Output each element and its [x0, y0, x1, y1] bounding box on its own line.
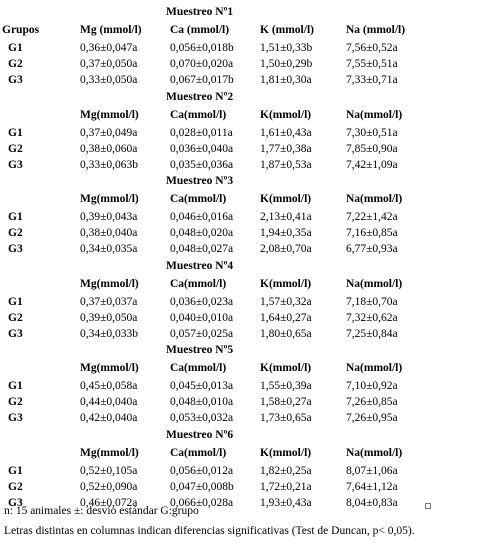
table-row: [0, 40, 484, 56]
header-ca: Ca(mmol/l): [170, 277, 227, 290]
small-square-mark: [425, 503, 431, 509]
header-mg: Mg(mmol/l): [80, 446, 139, 459]
value-mg: 0,36±0,047a: [80, 42, 138, 54]
header-k: K(mmol/l): [260, 193, 312, 205]
group-label: G1: [8, 295, 23, 308]
header-k: K(mmol/l): [260, 277, 312, 290]
header-k: K(mmol/l): [260, 446, 312, 459]
value-k: 1,57±0,32a: [260, 295, 312, 308]
group-label: G2: [8, 396, 23, 408]
table-row: [0, 378, 484, 394]
column-header-row: [0, 360, 484, 376]
value-ca: 0,070±0,020a: [170, 58, 234, 70]
value-k: 1,51±0,33b: [260, 42, 313, 54]
sampling-title: Muestreo Nº3: [166, 175, 234, 187]
value-ca: 0,053±0,032a: [170, 412, 234, 424]
value-ca: 0,045±0,013a: [170, 380, 234, 392]
value-k: 1,82±0,25a: [260, 464, 312, 477]
value-na: 7,18±0,70a: [346, 295, 398, 308]
value-na: 7,56±0,52a: [346, 42, 398, 54]
value-ca: 0,040±0,010a: [170, 311, 234, 324]
footnote: n: 15 animales ±: desvío estándar G:grupo: [4, 505, 199, 517]
column-header-row: [0, 445, 484, 461]
value-ca: 0,056±0,018b: [170, 42, 234, 54]
sampling-title: Muestreo Nº4: [166, 259, 234, 272]
value-ca: 0,066±0,028a: [170, 496, 234, 509]
value-mg: 0,33±0,063b: [80, 158, 139, 171]
value-mg: 0,37±0,049a: [80, 126, 138, 139]
group-label: G2: [8, 142, 23, 155]
header-na: Na(mmol/l): [346, 108, 403, 121]
value-k: 1,50±0,29b: [260, 58, 313, 70]
header-mg: Mg(mmol/l): [80, 108, 139, 121]
value-mg: 0,38±0,040a: [80, 227, 138, 239]
value-ca: 0,048±0,027a: [170, 243, 234, 255]
value-ca: 0,028±0,011a: [170, 126, 233, 139]
group-label: G1: [8, 464, 23, 477]
header-k: K(mmol/l): [260, 362, 312, 374]
column-header-row: [0, 191, 484, 207]
value-ca: 0,047±0,008b: [170, 480, 234, 493]
value-mg: 0,34±0,033b: [80, 327, 139, 340]
value-na: 8,07±1,06a: [346, 464, 398, 477]
value-k: 1,55±0,39a: [260, 380, 312, 392]
header-mg: Mg (mmol/l): [80, 24, 142, 36]
value-mg: 0,38±0,060a: [80, 142, 138, 155]
table-row: [0, 241, 484, 257]
value-mg: 0,42±0,040a: [80, 412, 138, 424]
table-row: [0, 410, 484, 426]
value-na: 6,77±0,93a: [346, 243, 398, 255]
value-ca: 0,036±0,040a: [170, 142, 234, 155]
header-k: K(mmol/l): [260, 108, 312, 121]
table-row: [0, 141, 484, 157]
table-row: [0, 72, 484, 88]
value-ca: 0,035±0,036a: [170, 158, 234, 171]
value-mg: 0,33±0,050a: [80, 74, 138, 86]
value-na: 7,10±0,92a: [346, 380, 398, 392]
value-k: 1,77±0,38a: [260, 142, 312, 155]
value-na: 7,85±0,90a: [346, 142, 398, 155]
group-label: G1: [8, 380, 23, 392]
value-na: 7,26±0,85a: [346, 396, 398, 408]
header-na: Na(mmol/l): [346, 277, 403, 290]
sampling-title: Muestreo Nº5: [166, 344, 234, 356]
group-label: G2: [8, 311, 23, 324]
column-header-row: [0, 22, 484, 38]
table-row: [0, 310, 484, 326]
header-na: Na(mmol/l): [346, 362, 403, 374]
group-label: G3: [8, 412, 23, 424]
table-row: [0, 125, 484, 141]
header-ca: Ca (mmol/l): [170, 24, 230, 36]
header-na: Na(mmol/l): [346, 193, 403, 205]
header-k: K (mmol/l): [260, 24, 314, 36]
group-label: G2: [8, 480, 23, 493]
value-ca: 0,048±0,010a: [170, 396, 234, 408]
value-na: 7,32±0,62a: [346, 311, 398, 324]
table-row: [0, 157, 484, 173]
group-label: G3: [8, 496, 23, 509]
sampling-title: Muestreo Nº1: [166, 6, 234, 18]
header-mg: Mg(mmol/l): [80, 362, 139, 374]
value-mg: 0,39±0,050a: [80, 311, 138, 324]
header-mg: Mg(mmol/l): [80, 193, 139, 205]
value-k: 1,93±0,43a: [260, 496, 312, 509]
value-mg: 0,52±0,090a: [80, 480, 138, 493]
header-na: Na(mmol/l): [346, 446, 403, 459]
value-ca: 0,067±0,017b: [170, 74, 234, 86]
value-na: 7,22±1,42a: [346, 211, 398, 223]
sampling-title: Muestreo Nº6: [166, 428, 234, 441]
value-mg: 0,46±0,072a: [80, 496, 138, 509]
value-k: 1,81±0,30a: [260, 74, 312, 86]
value-mg: 0,52±0,105a: [80, 464, 138, 477]
value-k: 1,94±0,35a: [260, 227, 312, 239]
table-row: [0, 56, 484, 72]
value-k: 1,72±0,21a: [260, 480, 312, 493]
table-row: [0, 463, 484, 479]
value-ca: 0,036±0,023a: [170, 295, 234, 308]
header-ca: Ca(mmol/l): [170, 446, 227, 459]
value-na: 7,42±1,09a: [346, 158, 398, 171]
column-header-row: [0, 107, 484, 123]
group-label: G1: [8, 211, 23, 223]
group-label: G1: [8, 42, 23, 54]
value-ca: 0,048±0,020a: [170, 227, 234, 239]
sampling-title: Muestreo Nº2: [166, 90, 234, 103]
group-label: G2: [8, 227, 23, 239]
value-k: 1,58±0,27a: [260, 396, 312, 408]
table-row: [0, 394, 484, 410]
value-na: 7,26±0,95a: [346, 412, 398, 424]
column-header-row: [0, 276, 484, 292]
value-mg: 0,39±0,043a: [80, 211, 138, 223]
table-row: [0, 479, 484, 495]
table-row: [0, 326, 484, 342]
group-label: G2: [8, 58, 23, 70]
table-row: [0, 209, 484, 225]
group-column-header: Grupos: [2, 24, 40, 36]
group-label: G1: [8, 126, 23, 139]
value-na: 7,30±0,51a: [346, 126, 398, 139]
header-ca: Ca(mmol/l): [170, 193, 227, 205]
header-na: Na (mmol/l): [346, 24, 406, 36]
header-mg: Mg(mmol/l): [80, 277, 139, 290]
value-ca: 0,057±0,025a: [170, 327, 234, 340]
value-k: 1,64±0,27a: [260, 311, 312, 324]
value-ca: 0,056±0,012a: [170, 464, 234, 477]
value-k: 2,13±0,41a: [260, 211, 312, 223]
value-mg: 0,45±0,058a: [80, 380, 138, 392]
value-na: 7,16±0,85a: [346, 227, 398, 239]
value-k: 2,08±0,70a: [260, 243, 312, 255]
header-ca: Ca(mmol/l): [170, 108, 227, 121]
value-mg: 0,34±0,035a: [80, 243, 138, 255]
value-k: 1,87±0,53a: [260, 158, 312, 171]
value-mg: 0,44±0,040a: [80, 396, 138, 408]
group-label: G3: [8, 243, 23, 255]
value-k: 1,80±0,65a: [260, 327, 312, 340]
value-na: 7,64±1,12a: [346, 480, 398, 493]
group-label: G3: [8, 327, 23, 340]
value-ca: 0,046±0,016a: [170, 211, 234, 223]
table-row: [0, 294, 484, 310]
group-label: G3: [8, 158, 23, 171]
value-mg: 0,37±0,050a: [80, 58, 138, 70]
value-mg: 0,37±0,037a: [80, 295, 138, 308]
value-k: 1,73±0,65a: [260, 412, 312, 424]
value-k: 1,61±0,43a: [260, 126, 312, 139]
value-na: 7,25±0,84a: [346, 327, 398, 340]
group-label: G3: [8, 74, 23, 86]
value-na: 7,55±0,51a: [346, 58, 398, 70]
footnote: Letras distintas en columnas indican diferencias significativas (Test de Duncan, p< 0,05).: [4, 525, 415, 537]
header-ca: Ca(mmol/l): [170, 362, 227, 374]
value-na: 7,33±0,71a: [346, 74, 398, 86]
value-na: 8,04±0,83a: [346, 496, 398, 509]
table-row: [0, 225, 484, 241]
